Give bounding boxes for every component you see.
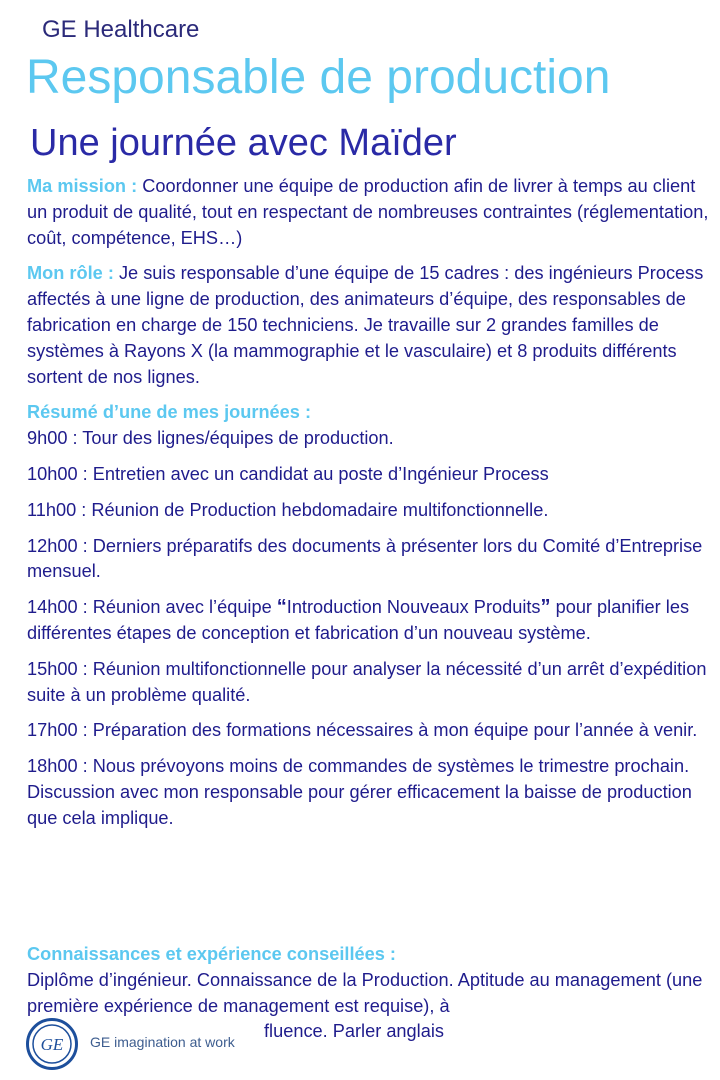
- schedule-item-1400: [27, 595, 715, 647]
- mission-text: Coordonner une équipe de production afin de livrer à temps au client un produit de qualité, tout en respectant de nombreuses contraintes (réglementation, coût, compétence, EHS…): [27, 176, 709, 248]
- ge-monogram-icon: [29, 1021, 75, 1067]
- schedule-item-rest: pour planifier les différentes étapes de conception et fabrication d’un nouveau système.: [27, 597, 690, 643]
- mission-paragraph: [27, 174, 715, 251]
- mission-label: Ma mission :: [27, 176, 143, 196]
- schedule-item: 11h00 : Réunion de Production hebdomadaire multifonctionnelle.: [27, 499, 549, 520]
- company-name: GE Healthcare: [42, 16, 200, 43]
- footer-tagline: GE imagination at work: [90, 1034, 235, 1050]
- quote-close: ”: [540, 596, 551, 619]
- schedule-item-text: 14h00 : Réunion avec l’équipe: [27, 597, 277, 618]
- ge-logo: [26, 1018, 78, 1070]
- schedule-item: 12h00 : Derniers préparatifs des documents à présenter lors du Comité d’Entreprise mensuel.: [27, 535, 703, 582]
- schedule-item: 9h00 : Tour des lignes/équipes de production.: [27, 428, 394, 449]
- page-title: Responsable de production: [26, 51, 611, 104]
- schedule-item: 17h00 : Préparation des formations nécessaires à mon équipe pour l’année à venir.: [27, 720, 698, 741]
- ge-logo-text: GE: [40, 1035, 64, 1054]
- role-text: Je suis responsable d’une équipe de 15 cadres : des ingénieurs Process affectés à une ligne de production, des animateurs d’équipe, des responsables de fabrication en charge de 150 techniciens. Je travaille sur 2 grandes familles de systèmes à Rayons X (la mammographie et le vasculaire) et 8 produits différents sortent de nos lignes.: [27, 263, 704, 387]
- knowledge-text-end: fluence. Parler anglais: [264, 1021, 444, 1042]
- role-paragraph: [27, 261, 715, 390]
- schedule-item: 18h00 : Nous prévoyons moins de commandes de systèmes le trimestre prochain. Discussion avec mon responsable pour gérer efficacement la baisse de production que cela implique.: [27, 756, 692, 828]
- schedule-heading: [27, 400, 715, 426]
- schedule-item: 15h00 : Réunion multifonctionnelle pour analyser la nécessité d’un arrêt d’expédition suite à un problème qualité.: [27, 658, 707, 705]
- schedule-item: 10h00 : Entretien avec un candidat au poste d’Ingénieur Process: [27, 463, 549, 484]
- schedule-label: Résumé d’une de mes journées :: [27, 402, 312, 423]
- role-label: Mon rôle :: [27, 263, 119, 284]
- main-content: [27, 174, 715, 842]
- knowledge-label: Connaissances et expérience conseillées :: [27, 944, 396, 964]
- quote-open: “: [276, 596, 287, 619]
- quoted-text: Introduction Nouveaux Produits: [286, 597, 541, 618]
- knowledge-text: Diplôme d’ingénieur. Connaissance de la Production. Aptitude au management (une première expérience de management est requise), à: [27, 969, 703, 1016]
- page-subtitle: Une journée avec Maïder: [30, 122, 457, 164]
